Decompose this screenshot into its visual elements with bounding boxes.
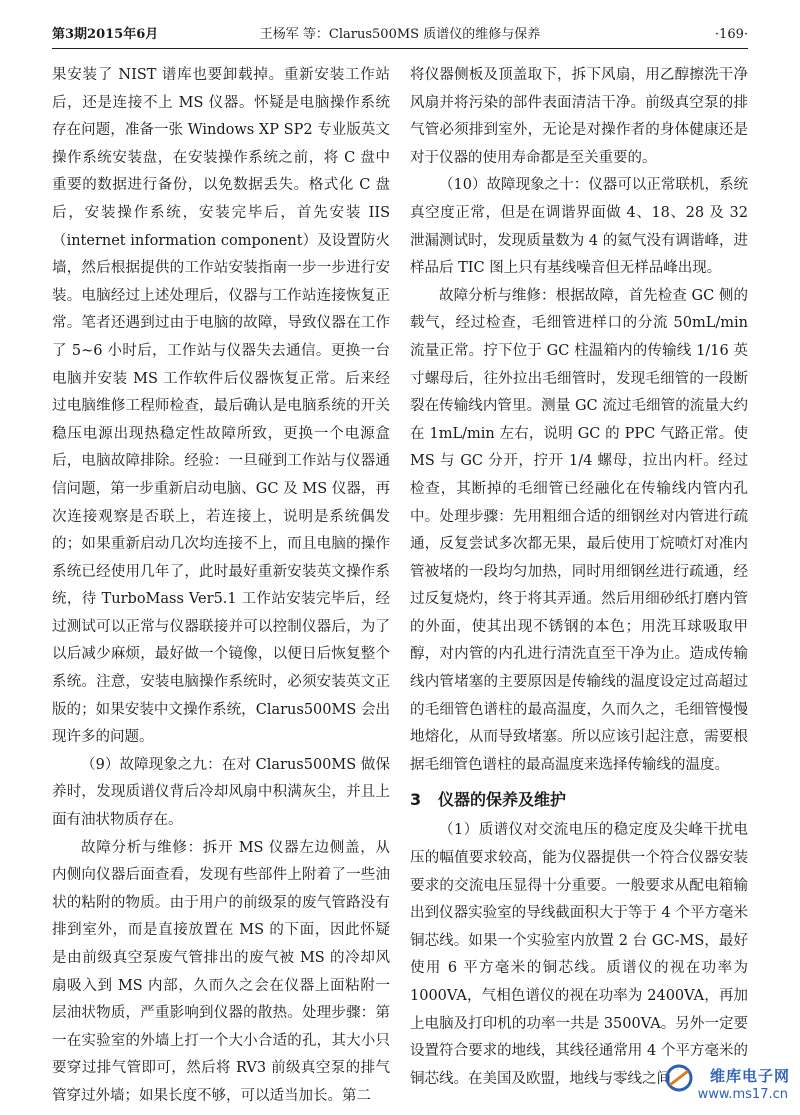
watermark-url: www.ms17.cn <box>697 1087 788 1102</box>
paragraph-maintenance-1: （1）质谱仪对交流电压的稳定度及尖峰干扰电压的幅值要求较高，能为仪器提供一个符合仪器安装要求的交流电压显得十分重要。一般要求从配电箱输出到仪器实验室的导线截面积大于等于 4 个平方毫米铜芯线。如果一个实验室内放置 2 台 GC-MS，最好使用 6 平方毫米的铜芯线。质谱仪的视在功率为 1000VA，气相色谱仪的视在功率为 2400VA，再加上电脑及打印机的功率一共是 3500VA。另外一定要设置符合要求的地线，其线径通常用 4 个平方毫米的铜芯线。在美国及欧盟，地线与零线之间 <box>410 822 748 1087</box>
left-column <box>52 62 390 1111</box>
paragraph-fault-9-analysis: 故障分析与维修：拆开 MS 仪器左边侧盖，从内侧向仪器后面查看，发现有些部件上附着了一些油状的粘附的物质。由于用户的前级泵的废气管路没有排到室外，而是直接放置在 MS 的下面，因此怀疑是由前级真空泵废气管排出的废气被 MS 的冷却风扇吸入到 MS 内部，久而久之会在仪器上面粘附一层油状物质，严重影响到仪器的散热。处理步骤：第一在实验室的外墙上打一个大小合适的孔，其大小只要穿过排气管即可，然后将 RV3 前级真空泵的排气管穿过外墙；如果长度不够，可以适当加长。第二 <box>52 839 390 1104</box>
page-number: ·169· <box>714 27 748 42</box>
journal-issue: 第3期2015年6月 <box>52 27 159 42</box>
paragraph-fault-9-cont: 将仪器侧板及顶盖取下，拆下风扇，用乙醇擦洗干净风扇并将污染的部件表面清洁干净。前级真空泵的排气管必须排到室外，无论是对操作者的身体健康还是对于仪器的使用寿命都是至关重要的。 <box>410 67 748 166</box>
right-column <box>410 62 748 1093</box>
section-heading <box>410 785 748 815</box>
watermark-logo-icon <box>664 1063 694 1093</box>
section-number: 3 <box>410 790 422 810</box>
running-header <box>52 22 748 49</box>
section-title: 仪器的保养及维护 <box>438 790 567 810</box>
watermark-name: 维库电子网 <box>709 1067 790 1085</box>
watermark <box>640 1063 790 1109</box>
paragraph-fault-10-analysis: 故障分析与维修：根据故障，首先检查 GC 侧的载气，经过检查，毛细管进样口的分流 50mL/min 流量正常。拧下位于 GC 柱温箱内的传输线 1/16 英寸螺母后，往外拉出毛细管时，发现毛细管的一段断裂在传输线内管里。测量 GC 流过毛细管的流量大约在 1mL/min 左右，说明 GC 的 PPC 气路正常。使 MS 与 GC 分开，拧开 1/4 螺母，拉出内杆。经过检查，其断掉的毛细管已经融化在传输线内管内孔中。处理步骤：先用粗细合适的细钢丝对内管进行疏通，反复尝试多次都无果，最后使用丁烷喷灯对准内管被堵的一段均匀加热，同时用细钢丝进行疏通，经过反复烧灼，终于将其弄通。然后用细砂纸打磨内管的外面，使其出现不锈钢的本色；用洗耳球吸取甲醇，对内管的内孔进行清洗直至干净为止。造成传输线内管堵塞的主要原因是传输线的温度设定过高超过的毛细管色谱柱的最高温度，久而久之，毛细管慢慢地熔化，从而导致堵塞。所以应该引起注意，需要根据毛细管色谱柱的最高温度来选择传输线的温度。 <box>410 287 748 773</box>
article-running-title: 王杨军 等：Clarus500MS 质谱仪的维修与保养 <box>259 27 541 42</box>
paragraph-fault-9: （9）故障现象之九：在对 Clarus500MS 做保养时，发现质谱仪背后冷却风扇中积满灰尘，并且上面有油状物质存在。 <box>52 756 390 829</box>
paragraph-continued: 果安装了 NIST 谱库也要卸载掉。重新安装工作站后，还是连接不上 MS 仪器。怀疑是电脑操作系统存在问题，准备一张 Windows XP SP2 专业版英文操作系统安装盘，在安装操作系统之前，将 C 盘中重要的数据进行备份，以免数据丢失。格式化 C 盘后，安装操作系统，安装完毕后，首先安装 IIS（internet information component）及设置防火墙，然后根据提供的工作站安装指南一步一步进行安装。电脑经过上述处理后，仪器与工作站连接恢复正常。笔者还遇到过由于电脑的故障，导致仪器在工作了 5~6 小时后，工作站与仪器失去通信。更换一台电脑并安装 MS 工作软件后仪器恢复正常。后来经过电脑维修工程师检查，最后确认是电脑系统的开关稳压电源出现热稳定性故障所致，更换一个电源盒后，电脑故障排除。经验：一旦碰到工作站与仪器通信问题，第一步重新启动电脑、GC 及 MS 仪器，再次连接观察是否联上，若连接上，说明是系统偶发的；如果重新启动几次均连接不上，而且电脑的操作系统已经使用几年了，此时最好重新安装英文操作系统，待 TurboMass Ver5.1 工作站安装完毕后，经过测试可以正常与仪器联接并可以控制仪器后，为了以后减少麻烦，最好做一个镜像，以便日后恢复整个系统。注意，安装电脑操作系统时，必须安装英文正版的；如果安装中文操作系统，Clarus500MS 会出现许多的问题。 <box>52 67 390 746</box>
paragraph-fault-10: （10）故障现象之十：仪器可以正常联机，系统真空度正常，但是在调谐界面做 4、18、28 及 32 泄漏测试时，发现质量数为 4 的氦气没有调谐峰，进样品后 TIC 图上只有基线噪音但无样品峰出现。 <box>410 177 748 277</box>
